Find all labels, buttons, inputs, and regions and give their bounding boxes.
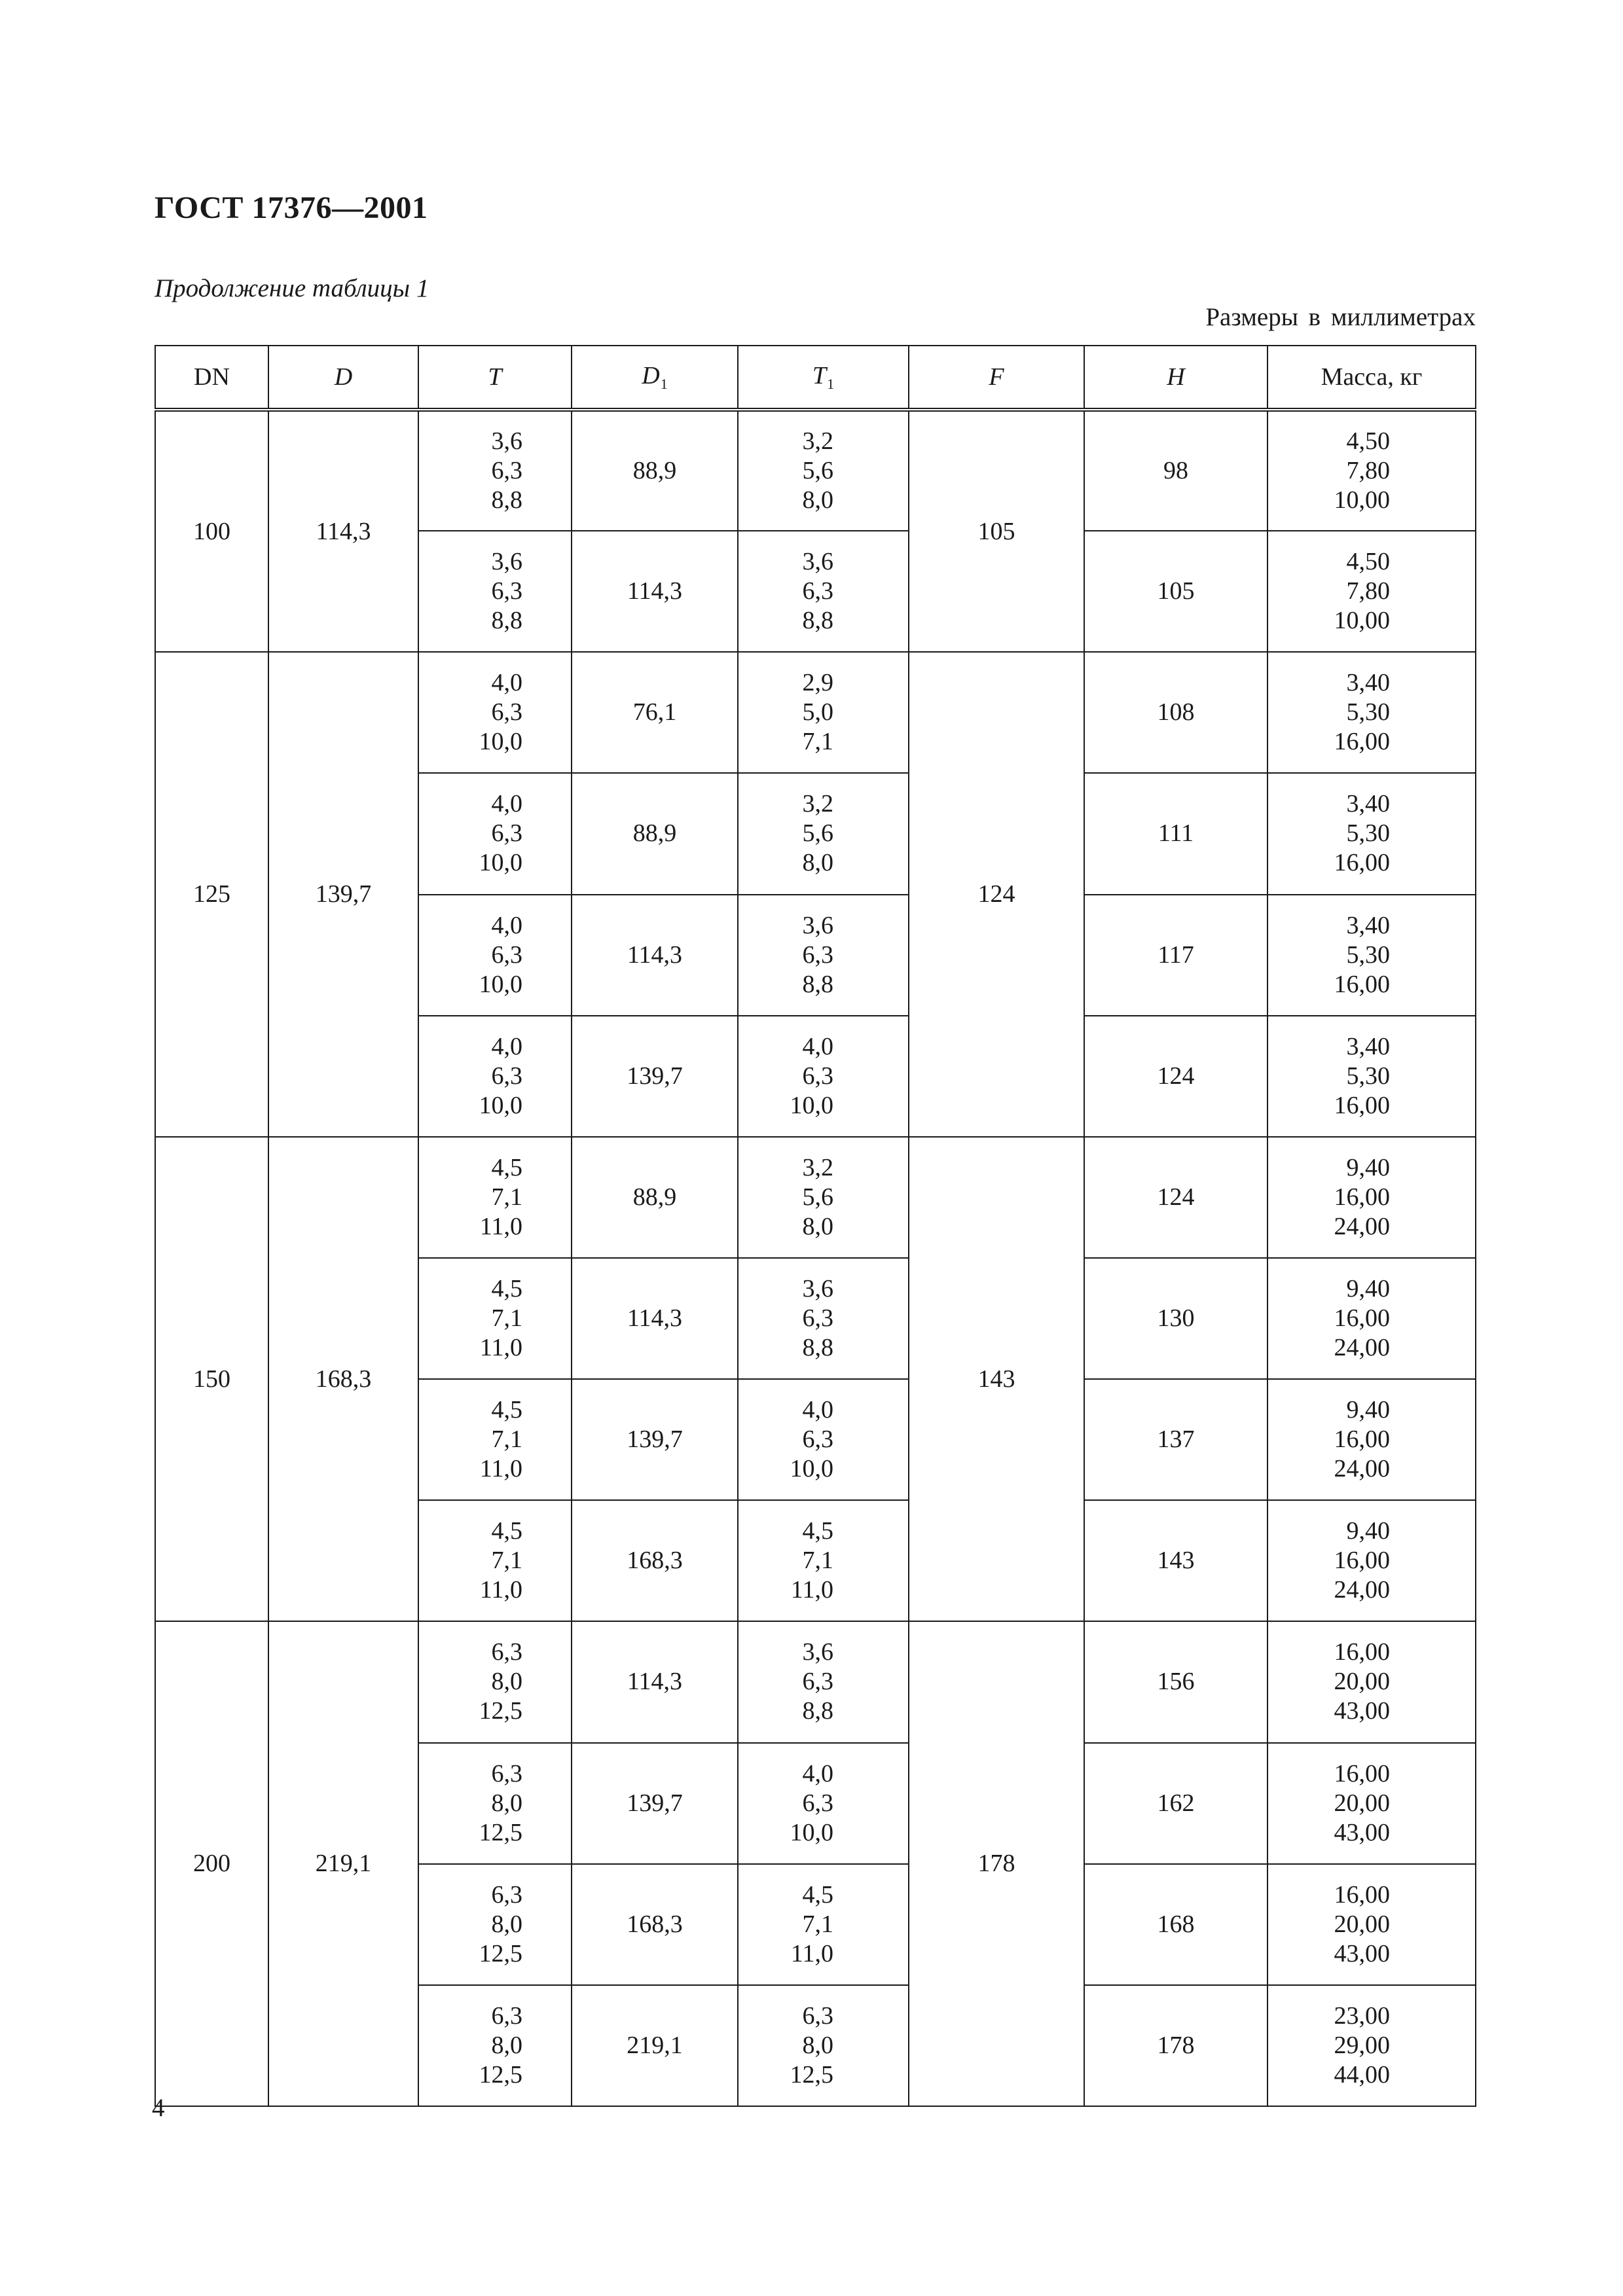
table-row bbox=[155, 1137, 1476, 1258]
cell-t1 bbox=[738, 1379, 909, 1500]
cell-t-values: 4,5 7,1 11,0 bbox=[479, 1396, 522, 1483]
cell-h: 168 bbox=[1084, 1864, 1267, 1985]
table-row bbox=[155, 1621, 1476, 1742]
cell-t bbox=[418, 1379, 572, 1500]
cell-t bbox=[418, 895, 572, 1016]
cell-dn: 150 bbox=[155, 1137, 268, 1622]
cell-mass bbox=[1267, 652, 1476, 773]
cell-mass bbox=[1267, 1743, 1476, 1864]
table-body bbox=[155, 410, 1476, 2106]
cell-mass bbox=[1267, 1016, 1476, 1137]
cell-t bbox=[418, 773, 572, 894]
cell-d1: 139,7 bbox=[572, 1016, 738, 1137]
cell-t1-values: 3,2 5,6 8,0 bbox=[802, 427, 833, 514]
cell-t1-values: 3,2 5,6 8,0 bbox=[802, 790, 833, 877]
cell-mass-values: 9,40 16,00 24,00 bbox=[1334, 1517, 1390, 1604]
cell-t1-values: 3,6 6,3 8,8 bbox=[802, 1638, 833, 1725]
cell-t-values: 6,3 8,0 12,5 bbox=[479, 1880, 522, 1967]
cell-h: 162 bbox=[1084, 1743, 1267, 1864]
cell-t1 bbox=[738, 1985, 909, 2106]
cell-d1: 139,7 bbox=[572, 1743, 738, 1864]
cell-dn: 125 bbox=[155, 652, 268, 1137]
cell-t1 bbox=[738, 410, 909, 531]
cell-t-values: 6,3 8,0 12,5 bbox=[479, 1759, 522, 1846]
document-title: ГОСТ 17376—2001 bbox=[155, 190, 428, 225]
table-header-row bbox=[155, 346, 1476, 410]
cell-t bbox=[418, 1864, 572, 1985]
cell-t1-values: 3,2 5,6 8,0 bbox=[802, 1153, 833, 1240]
units-caption: Размеры в миллиметрах bbox=[1205, 303, 1476, 331]
cell-t-values: 6,3 8,0 12,5 bbox=[479, 1638, 522, 1725]
cell-t-values: 3,6 6,3 8,8 bbox=[491, 548, 522, 635]
header-mass-label: Масса, кг bbox=[1321, 363, 1423, 391]
cell-t1 bbox=[738, 1137, 909, 1258]
cell-mass bbox=[1267, 1137, 1476, 1258]
cell-d1: 139,7 bbox=[572, 1379, 738, 1500]
cell-mass-values: 23,00 29,00 44,00 bbox=[1334, 2001, 1390, 2089]
cell-mass-values: 9,40 16,00 24,00 bbox=[1334, 1153, 1390, 1240]
cell-h: 98 bbox=[1084, 410, 1267, 531]
cell-t1 bbox=[738, 1500, 909, 1621]
cell-f: 143 bbox=[909, 1137, 1084, 1622]
header-d bbox=[268, 346, 418, 410]
cell-f: 178 bbox=[909, 1621, 1084, 2106]
cell-mass-values: 16,00 20,00 43,00 bbox=[1334, 1880, 1390, 1967]
cell-mass-values: 3,40 5,30 16,00 bbox=[1334, 669, 1390, 756]
cell-t1-values: 4,0 6,3 10,0 bbox=[790, 1396, 833, 1483]
cell-t1-values: 4,0 6,3 10,0 bbox=[790, 1759, 833, 1846]
cell-t-values: 4,5 7,1 11,0 bbox=[479, 1153, 522, 1240]
cell-t bbox=[418, 652, 572, 773]
cell-t1-values: 6,3 8,0 12,5 bbox=[790, 2001, 833, 2089]
cell-f: 124 bbox=[909, 652, 1084, 1137]
header-d1 bbox=[572, 346, 738, 410]
cell-d1: 219,1 bbox=[572, 1985, 738, 2106]
cell-mass bbox=[1267, 531, 1476, 652]
cell-h: 156 bbox=[1084, 1621, 1267, 1742]
cell-mass-values: 16,00 20,00 43,00 bbox=[1334, 1638, 1390, 1725]
cell-d: 139,7 bbox=[268, 652, 418, 1137]
cell-d: 114,3 bbox=[268, 410, 418, 652]
cell-mass-values: 4,50 7,80 10,00 bbox=[1334, 427, 1390, 514]
header-f-label: F bbox=[989, 363, 1004, 391]
cell-t1 bbox=[738, 652, 909, 773]
cell-t1-values: 4,5 7,1 11,0 bbox=[790, 1517, 833, 1604]
header-t-label: T bbox=[488, 363, 502, 391]
cell-mass bbox=[1267, 1864, 1476, 1985]
cell-t-values: 4,5 7,1 11,0 bbox=[479, 1275, 522, 1362]
cell-t bbox=[418, 1621, 572, 1742]
cell-h: 143 bbox=[1084, 1500, 1267, 1621]
cell-mass bbox=[1267, 1621, 1476, 1742]
cell-d1: 114,3 bbox=[572, 1258, 738, 1379]
cell-d: 168,3 bbox=[268, 1137, 418, 1622]
cell-t1-values: 2,9 5,0 7,1 bbox=[802, 669, 833, 756]
header-d-label: D bbox=[334, 363, 353, 391]
cell-t-values: 4,0 6,3 10,0 bbox=[479, 1032, 522, 1119]
cell-d1: 114,3 bbox=[572, 1621, 738, 1742]
cell-mass bbox=[1267, 773, 1476, 894]
cell-t bbox=[418, 1985, 572, 2106]
cell-h: 130 bbox=[1084, 1258, 1267, 1379]
table-continuation-caption: Продолжение таблицы 1 bbox=[155, 274, 429, 302]
header-t1 bbox=[738, 346, 909, 410]
cell-t bbox=[418, 1258, 572, 1379]
cell-t1-values: 3,6 6,3 8,8 bbox=[802, 911, 833, 998]
cell-t1 bbox=[738, 1258, 909, 1379]
cell-t-values: 4,0 6,3 10,0 bbox=[479, 669, 522, 756]
cell-t bbox=[418, 1743, 572, 1864]
cell-mass bbox=[1267, 1379, 1476, 1500]
cell-mass-values: 16,00 20,00 43,00 bbox=[1334, 1759, 1390, 1846]
cell-d1: 168,3 bbox=[572, 1500, 738, 1621]
cell-t-values: 3,6 6,3 8,8 bbox=[491, 427, 522, 514]
cell-t-values: 4,0 6,3 10,0 bbox=[479, 790, 522, 877]
page-number: 4 bbox=[152, 2094, 165, 2122]
cell-t-values: 4,0 6,3 10,0 bbox=[479, 911, 522, 998]
cell-h: 124 bbox=[1084, 1137, 1267, 1258]
cell-h: 111 bbox=[1084, 773, 1267, 894]
cell-mass bbox=[1267, 1258, 1476, 1379]
cell-t1-values: 4,0 6,3 10,0 bbox=[790, 1032, 833, 1119]
cell-t bbox=[418, 531, 572, 652]
cell-mass-values: 9,40 16,00 24,00 bbox=[1334, 1396, 1390, 1483]
cell-t1-values: 3,6 6,3 8,8 bbox=[802, 548, 833, 635]
cell-f: 105 bbox=[909, 410, 1084, 652]
cell-t1 bbox=[738, 773, 909, 894]
cell-d1: 168,3 bbox=[572, 1864, 738, 1985]
cell-h: 117 bbox=[1084, 895, 1267, 1016]
cell-t bbox=[418, 1500, 572, 1621]
table-row bbox=[155, 410, 1476, 531]
cell-h: 178 bbox=[1084, 1985, 1267, 2106]
header-d1-label: D bbox=[642, 361, 660, 389]
cell-h: 137 bbox=[1084, 1379, 1267, 1500]
cell-mass bbox=[1267, 895, 1476, 1016]
cell-t bbox=[418, 1137, 572, 1258]
cell-d1: 88,9 bbox=[572, 410, 738, 531]
cell-t1 bbox=[738, 1621, 909, 1742]
header-f bbox=[909, 346, 1084, 410]
cell-dn: 200 bbox=[155, 1621, 268, 2106]
cell-mass-values: 3,40 5,30 16,00 bbox=[1334, 1032, 1390, 1119]
header-dn bbox=[155, 346, 268, 410]
header-t1-subscript: 1 bbox=[827, 375, 835, 392]
header-dn-label: DN bbox=[194, 363, 230, 391]
cell-t1 bbox=[738, 1864, 909, 1985]
header-mass bbox=[1267, 346, 1476, 410]
cell-t-values: 4,5 7,1 11,0 bbox=[479, 1517, 522, 1604]
cell-t1 bbox=[738, 1016, 909, 1137]
header-t1-label: T bbox=[812, 361, 827, 389]
cell-dn: 100 bbox=[155, 410, 268, 652]
cell-t1 bbox=[738, 1743, 909, 1864]
dimensions-table bbox=[155, 345, 1476, 2107]
cell-t1-values: 3,6 6,3 8,8 bbox=[802, 1275, 833, 1362]
cell-t bbox=[418, 1016, 572, 1137]
cell-mass bbox=[1267, 1985, 1476, 2106]
cell-mass-values: 4,50 7,80 10,00 bbox=[1334, 548, 1390, 635]
cell-t bbox=[418, 410, 572, 531]
cell-h: 124 bbox=[1084, 1016, 1267, 1137]
cell-mass bbox=[1267, 1500, 1476, 1621]
header-d1-subscript: 1 bbox=[660, 375, 668, 392]
cell-t1 bbox=[738, 531, 909, 652]
table-row bbox=[155, 652, 1476, 773]
cell-d: 219,1 bbox=[268, 1621, 418, 2106]
cell-h: 108 bbox=[1084, 652, 1267, 773]
header-h-label: H bbox=[1167, 363, 1185, 391]
cell-d1: 76,1 bbox=[572, 652, 738, 773]
cell-mass-values: 3,40 5,30 16,00 bbox=[1334, 911, 1390, 998]
cell-t-values: 6,3 8,0 12,5 bbox=[479, 2001, 522, 2089]
header-h bbox=[1084, 346, 1267, 410]
cell-mass-values: 3,40 5,30 16,00 bbox=[1334, 790, 1390, 877]
cell-mass bbox=[1267, 410, 1476, 531]
cell-d1: 114,3 bbox=[572, 895, 738, 1016]
header-t bbox=[418, 346, 572, 410]
cell-d1: 88,9 bbox=[572, 773, 738, 894]
cell-t1-values: 4,5 7,1 11,0 bbox=[790, 1880, 833, 1967]
cell-t1 bbox=[738, 895, 909, 1016]
cell-mass-values: 9,40 16,00 24,00 bbox=[1334, 1275, 1390, 1362]
cell-d1: 88,9 bbox=[572, 1137, 738, 1258]
cell-h: 105 bbox=[1084, 531, 1267, 652]
cell-d1: 114,3 bbox=[572, 531, 738, 652]
